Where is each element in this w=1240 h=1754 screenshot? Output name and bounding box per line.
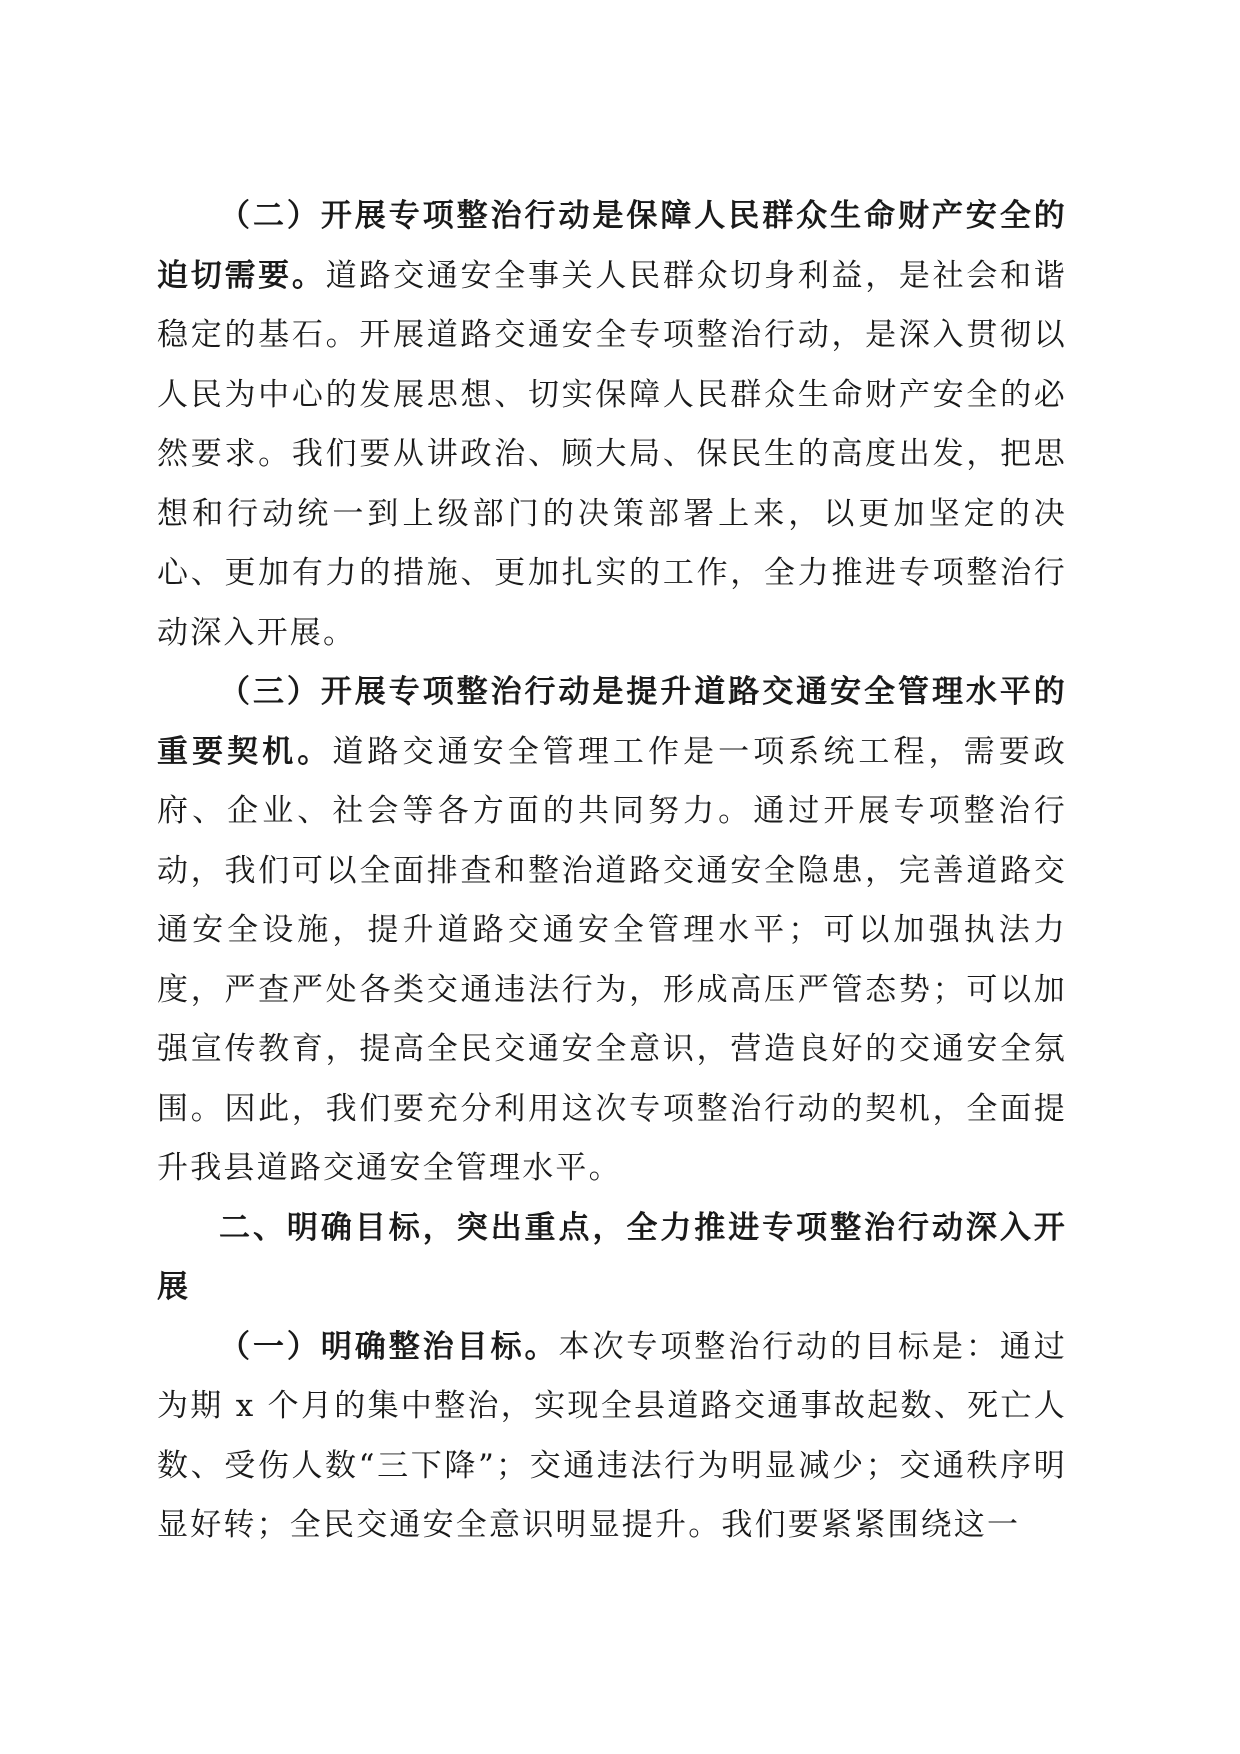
- paragraph-goal: [157, 1318, 1067, 1556]
- paragraph-section-2: [157, 187, 1067, 663]
- paragraph-text: 道路交通安全管理工作是一项系统工程，需要政府、企业、社会等各方面的共同努力。通过开展专项整治行动，我们可以全面排查和整治道路交通安全隐患，完善道路交通安全设施，提升道路交通安全管理水平；可以加强执法力度，严查严处各类交通违法行为，形成高压严管态势；可以加强宣传教育，提高全民交通安全意识，营造良好的交通安全氛围。因此，我们要充分利用这次专项整治行动的契机，全面提升我县道路交通安全管理水平。: [157, 733, 1067, 1186]
- document-body: [157, 187, 1067, 1556]
- paragraph-lead: （三）开展专项整治行动是提升道路交通安全管理水平的重要契机。: [157, 674, 1067, 770]
- paragraph-text: 道路交通安全事关人民群众切身利益，是社会和谐稳定的基石。开展道路交通安全专项整治行动，是深入贯彻以人民为中心的发展思想、切实保障人民群众生命财产安全的必然要求。我们要从讲政治、顾大局、保民生的高度出发，把思想和行动统一到上级部门的决策部署上来，以更加坚定的决心、更加有力的措施、更加扎实的工作，全力推进专项整治行动深入开展。: [157, 257, 1068, 651]
- paragraph-lead: （二）开展专项整治行动是保障人民群众生命财产安全的迫切需要。: [157, 198, 1067, 294]
- paragraph-lead: （一）明确整治目标。: [219, 1328, 559, 1365]
- paragraph-text: 本次专项整治行动的目标是：通过为期 x 个月的集中整治，实现全县道路交通事故起数、死亡人数、受伤人数“三下降”；交通违法行为明显减少；交通秩序明显好转；全民交通安全意识明显提升。我们要紧紧围绕这一: [157, 1328, 1067, 1543]
- paragraph-section-3: [157, 663, 1067, 1199]
- section-heading: 二、明确目标，突出重点，全力推进专项整治行动深入开展: [157, 1209, 1067, 1305]
